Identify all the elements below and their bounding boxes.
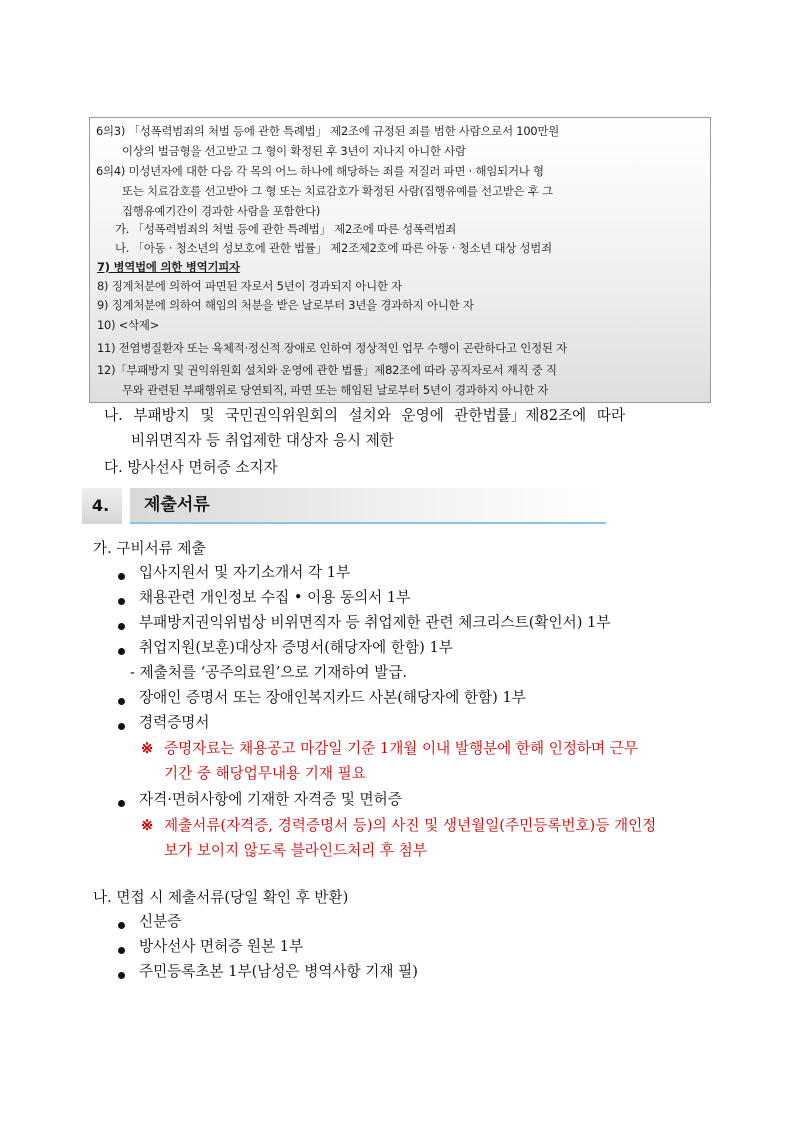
box-line: 나. 「아동 · 청소년의 성보호에 관한 법률」 제2조제2호에 따른 아동 · 청소년 대상 성범죄: [115, 241, 552, 255]
section-underline: [130, 522, 606, 524]
item-da: 다. 방사선사 면허증 소지자: [104, 459, 278, 476]
list-item: 자격·면허사항에 기재한 자격증 및 면허증: [139, 791, 402, 808]
box-line: 9) 징계처분에 의하여 해임의 처분을 받은 날로부터 3년을 경과하지 아니한 자: [97, 298, 474, 312]
box-line: 8) 징계처분에 의하여 파면된 자로서 5년이 경과되지 아니한 자: [97, 279, 402, 293]
box-line-underlined: 7) 병역법에 의한 병역기피자: [97, 260, 240, 274]
box-line: 또는 치료감호를 선고받아 그 형 또는 치료감호가 확정된 사람(집행유예를 선고받은 후 그: [122, 184, 553, 198]
bullet-icon: [118, 573, 125, 580]
box-line: 10) <삭제>: [97, 318, 160, 332]
bullet-icon: [118, 698, 125, 705]
box-line: 무와 관련된 부패행위로 당연퇴직, 파면 또는 해임된 날로부터 5년이 경과하지 아니한 자: [122, 383, 549, 397]
list-item: 신분증: [139, 913, 182, 930]
note-text: 기간 중 해당업무내용 기재 필요: [164, 765, 366, 782]
note-text: 증명자료는 채용공고 마감일 기준 1개월 이내 발행분에 한해 인정하며 근무: [164, 740, 638, 757]
list-item: 부패방지권익위법상 비위면직자 등 취업제한 관련 체크리스트(확인서) 1부: [139, 614, 611, 631]
box-line: 6의4) 미성년자에 대한 다음 각 목의 어느 하나에 해당하는 죄를 저질러 파면 · 해임되거나 형: [96, 164, 544, 178]
note-mark: ※: [141, 817, 154, 834]
list-item: 경력증명서: [139, 714, 210, 731]
list-item: 방사선사 면허증 원본 1부: [139, 938, 304, 955]
item-na: 나. 부패방지 및 국민권익위원회의 설치와 운영에 관한법률」제82조에 따라: [104, 407, 626, 424]
note-text: 보가 보이지 않도록 블라인드처리 후 첨부: [164, 842, 427, 859]
box-line: 이상의 벌금형을 선고받고 그 형이 확정된 후 3년이 지나지 아니한 사람: [122, 144, 466, 158]
list-item: 입사지원서 및 자기소개서 각 1부: [139, 564, 351, 581]
note-text: 제출서류(자격증, 경력증명서 등)의 사진 및 생년월일(주민등록번호)등 개인정: [164, 817, 657, 834]
box-line: 11) 전염병질환자 또는 육체적·정신적 장애로 인하여 정상적인 업무 수행이 곤란하다고 인정된 자: [97, 341, 567, 355]
section-header: [82, 488, 606, 524]
item-na-cont: 비위면직자 등 취업제한 대상자 응시 제한: [131, 432, 394, 449]
list-item: 장애인 증명서 또는 장애인복지카드 사본(해당자에 한함) 1부: [139, 689, 526, 706]
bullet-icon: [118, 648, 125, 655]
box-line: 12)「부패방지 및 권익위원회 설치와 운영에 관한 법률」제82조에 따라 공직자로서 재직 중 직: [97, 363, 557, 377]
list-item: 채용관련 개인정보 수집 • 이용 동의서 1부: [139, 589, 411, 606]
ga-heading: 가. 구비서류 제출: [93, 540, 206, 557]
bullet-icon: [118, 922, 125, 929]
bullet-icon: [118, 972, 125, 979]
box-line: 6의3) 「성폭력범죄의 처벌 등에 관한 특례법」 제2조에 규정된 죄를 범한 사람으로서 100만원: [96, 124, 560, 138]
bullet-icon: [118, 623, 125, 630]
section-title: 제출서류: [130, 488, 606, 522]
section-number: 4.: [82, 488, 122, 524]
na-heading: 나. 면접 시 제출서류(당일 확인 후 반환): [93, 889, 349, 906]
bullet-icon: [118, 800, 125, 807]
list-item: 취업지원(보훈)대상자 증명서(해당자에 한함) 1부: [139, 639, 453, 656]
bullet-icon: [118, 598, 125, 605]
note-mark: ※: [141, 740, 154, 757]
list-item: 주민등록초본 1부(남성은 병역사항 기재 필): [139, 963, 418, 980]
bullet-icon: [118, 947, 125, 954]
bullet-icon: [118, 723, 125, 730]
list-sub-note: - 제출처를 ‘공주의료원’으로 기재하여 발급.: [130, 664, 408, 681]
box-line: 가. 「성폭력범죄의 처벌 등에 관한 특례법」 제2조에 따른 성폭력범죄: [115, 222, 457, 236]
box-line: 집행유예기간이 경과한 사람을 포함한다): [122, 204, 321, 218]
